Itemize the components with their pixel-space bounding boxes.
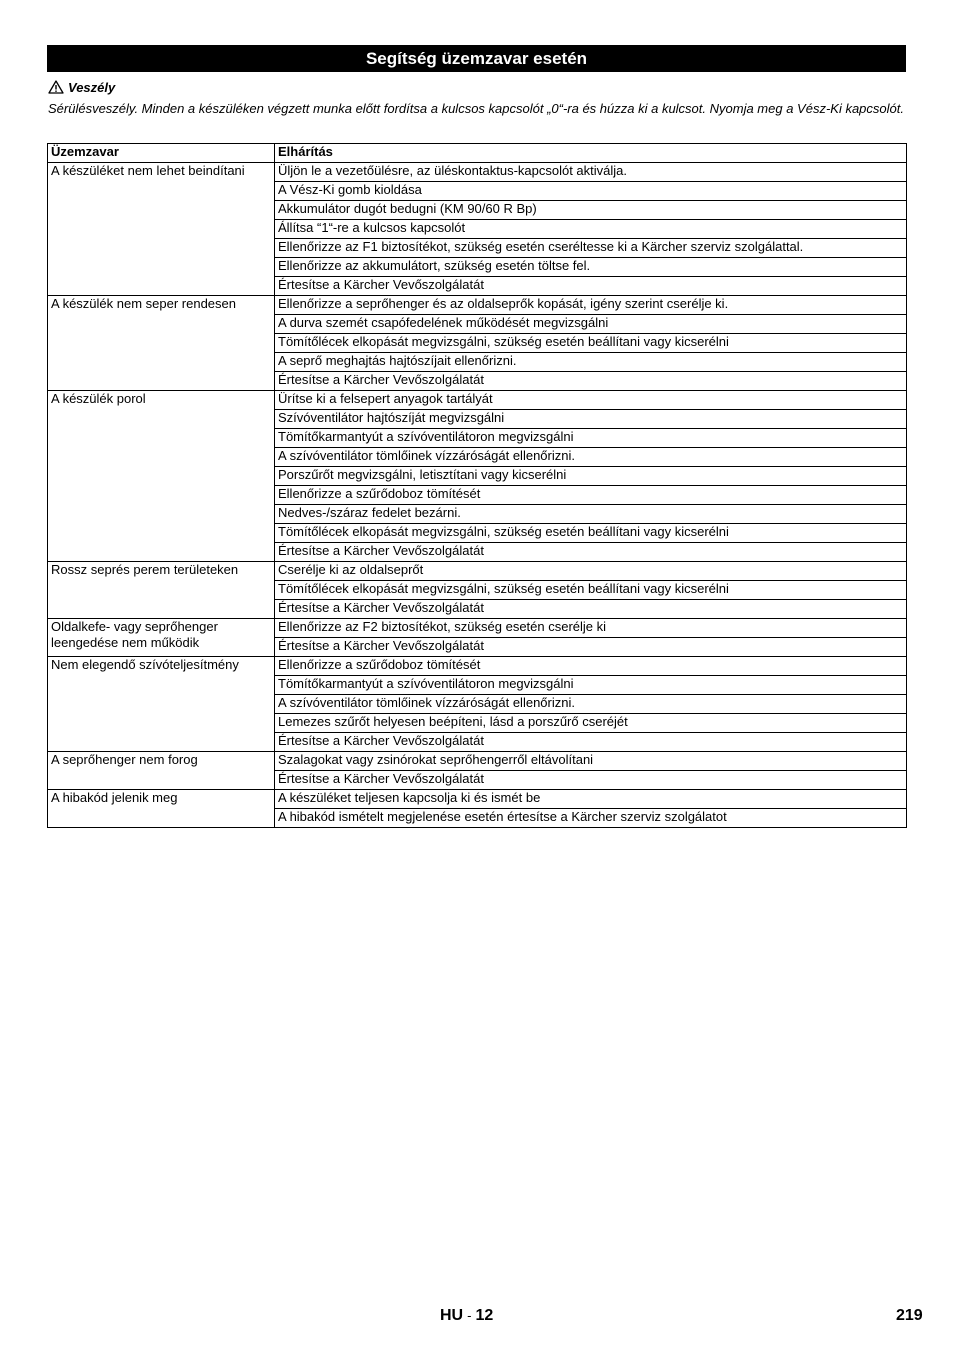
remedy-cell: Ellenőrizze az akkumulátort, szükség esetén töltse fel. xyxy=(275,258,907,277)
warning-heading xyxy=(48,79,115,96)
remedy-cell: Tömítőkarmantyút a szívóventilátoron megvizsgálni xyxy=(275,429,907,448)
table-row xyxy=(48,790,907,809)
remedy-cell: A szívóventilátor tömlőinek vízzáróságát ellenőrizni. xyxy=(275,695,907,714)
remedy-cell: A készüléket teljesen kapcsolja ki és ismét be xyxy=(275,790,907,809)
remedy-cell: Értesítse a Kärcher Vevőszolgálatát xyxy=(275,600,907,619)
remedy-cell: Ellenőrizze a szűrődoboz tömítését xyxy=(275,657,907,676)
fault-cell: A készülék nem seper rendesen xyxy=(48,296,275,391)
footer-section-page: 12 xyxy=(475,1307,494,1324)
remedy-cell: A durva szemét csapófedelének működését megvizsgálni xyxy=(275,315,907,334)
remedy-cell: Tömítőlécek elkopását megvizsgálni, szükség esetén beállítani vagy kicserélni xyxy=(275,524,907,543)
table-header-row xyxy=(48,144,907,163)
remedy-cell: Szívóventilátor hajtószíját megvizsgálni xyxy=(275,410,907,429)
page-number: 219 xyxy=(896,1307,923,1324)
remedy-cell: Tömítőlécek elkopását megvizsgálni, szükség esetén beállítani vagy kicserélni xyxy=(275,334,907,353)
troubleshooting-table xyxy=(47,143,907,828)
remedy-cell: A Vész-Ki gomb kioldása xyxy=(275,182,907,201)
remedy-cell: Ellenőrizze a szűrődoboz tömítését xyxy=(275,486,907,505)
remedy-cell: Nedves-/száraz fedelet bezárni. xyxy=(275,505,907,524)
remedy-cell: Tömítőkarmantyút a szívóventilátoron megvizsgálni xyxy=(275,676,907,695)
remedy-cell: Értesítse a Kärcher Vevőszolgálatát xyxy=(275,733,907,752)
remedy-cell: Lemezes szűrőt helyesen beépíteni, lásd a porszűrő cseréjét xyxy=(275,714,907,733)
remedy-cell: A seprő meghajtás hajtószíjait ellenőrizni. xyxy=(275,353,907,372)
table-row xyxy=(48,391,907,410)
remedy-cell: Porszűrőt megvizsgálni, letisztítani vagy kicserélni xyxy=(275,467,907,486)
table-row xyxy=(48,619,907,638)
remedy-cell: Értesítse a Kärcher Vevőszolgálatát xyxy=(275,543,907,562)
remedy-cell: Tömítőlécek elkopását megvizsgálni, szükség esetén beállítani vagy kicserélni xyxy=(275,581,907,600)
fault-cell: Nem elegendő szívóteljesítmény xyxy=(48,657,275,752)
warning-text: Sérülésveszély. Minden a készüléken végzett munka előtt fordítsa a kulcsos kapcsolót „0“-ra és húzza ki a kulcsot. Nyomja meg a Vész-Ki kapcsolót. xyxy=(48,101,904,116)
fault-cell: A seprőhenger nem forog xyxy=(48,752,275,790)
table-row xyxy=(48,657,907,676)
remedy-cell: Értesítse a Kärcher Vevőszolgálatát xyxy=(275,771,907,790)
warning-triangle-icon xyxy=(48,80,64,94)
remedy-cell: Értesítse a Kärcher Vevőszolgálatát xyxy=(275,372,907,391)
footer-lang: HU xyxy=(440,1307,464,1324)
remedy-cell: Értesítse a Kärcher Vevőszolgálatát xyxy=(275,277,907,296)
page-title: Segítség üzemzavar esetén xyxy=(47,45,906,72)
remedy-cell: Ürítse ki a felsepert anyagok tartályát xyxy=(275,391,907,410)
table-row xyxy=(48,296,907,315)
remedy-cell: Szalagokat vagy zsinórokat seprőhengerről eltávolítani xyxy=(275,752,907,771)
fault-cell: A készüléket nem lehet beindítani xyxy=(48,163,275,296)
footer-section xyxy=(440,1307,493,1325)
header-fault: Üzemzavar xyxy=(48,144,275,163)
fault-cell: Rossz seprés perem területeken xyxy=(48,562,275,619)
remedy-cell: A hibakód ismételt megjelenése esetén értesítse a Kärcher szerviz szolgálatot xyxy=(275,809,907,828)
remedy-cell: Ellenőrizze a seprőhenger és az oldalseprők kopását, igény szerint cserélje ki. xyxy=(275,296,907,315)
remedy-cell: Üljön le a vezetőülésre, az üléskontaktus-kapcsolót aktiválja. xyxy=(275,163,907,182)
remedy-cell: Cserélje ki az oldalseprőt xyxy=(275,562,907,581)
remedy-cell: Akkumulátor dugót bedugni (KM 90/60 R Bp) xyxy=(275,201,907,220)
footer-dash: - xyxy=(467,1308,472,1323)
fault-cell: A készülék porol xyxy=(48,391,275,562)
header-remedy: Elhárítás xyxy=(275,144,907,163)
table-body xyxy=(48,163,907,828)
remedy-cell: Ellenőrizze az F2 biztosítékot, szükség esetén cserélje ki xyxy=(275,619,907,638)
warning-heading-text: Veszély xyxy=(68,80,116,95)
fault-cell: A hibakód jelenik meg xyxy=(48,790,275,828)
remedy-cell: Értesítse a Kärcher Vevőszolgálatát xyxy=(275,638,907,657)
table-row xyxy=(48,163,907,182)
remedy-cell: A szívóventilátor tömlőinek vízzáróságát ellenőrizni. xyxy=(275,448,907,467)
table-row xyxy=(48,752,907,771)
table-row xyxy=(48,562,907,581)
fault-cell: Oldalkefe- vagy seprőhenger leengedése nem működik xyxy=(48,619,275,657)
remedy-cell: Állítsa “1“-re a kulcsos kapcsolót xyxy=(275,220,907,239)
remedy-cell: Ellenőrizze az F1 biztosítékot, szükség esetén cseréltesse ki a Kärcher szerviz szolgálattal. xyxy=(275,239,907,258)
